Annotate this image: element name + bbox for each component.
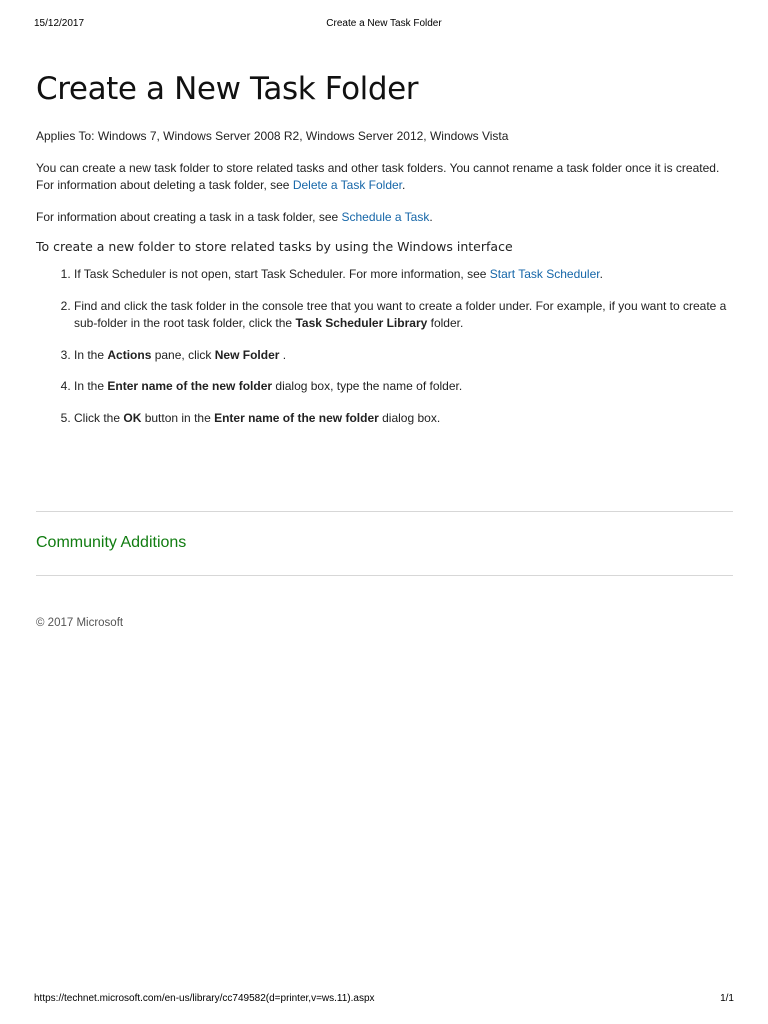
step-5 [74,410,733,428]
divider [36,511,733,512]
step-bold: Enter name of the new folder [107,379,273,393]
step-end: dialog box. [378,410,441,425]
step-mid: button in the [141,410,215,425]
step-end: dialog box, type the name of folder. [272,379,463,393]
step-4 [74,378,733,396]
step-bold: Enter name of the new folder [214,410,379,425]
step-end: folder. [427,316,464,330]
print-url: https://technet.microsoft.com/en-us/library/cc749582(d=printer,v=ws.11).aspx [34,993,375,1004]
step-3 [74,347,733,365]
step-text: If Task Scheduler is not open, start Task Scheduler. For more information, see [74,267,490,281]
print-footer [0,993,768,1007]
delete-task-folder-link[interactable]: Delete a Task Folder [292,178,402,192]
procedure-heading: To create a new folder to store related tasks by using the Windows interface [36,239,513,254]
divider [36,575,733,576]
intro-text: You can create a new task folder to store related tasks and other task folders. You cannot rename a task folder once it is created. For information about deleting a task folder, see [36,161,720,192]
step-pre: Click the [74,410,124,425]
article [36,66,733,441]
info-paragraph [36,209,733,226]
print-date: 15/12/2017 [34,18,85,29]
print-header [0,18,768,32]
schedule-a-task-link[interactable]: Schedule a Task [341,210,430,224]
applies-to: Applies To: Windows 7, Windows Server 2008 R2, Windows Server 2012, Windows Vista [36,129,509,143]
copyright: © 2017 Microsoft [36,617,124,629]
print-title: Create a New Task Folder [326,18,442,29]
step-text: Find and click the task folder in the console tree that you want to create a folder under. For example, if you want to create a sub-folder in the root task folder, click the [74,298,727,330]
step-1 [74,266,733,284]
community-additions-heading: Community Additions [36,534,187,551]
page-title: Create a New Task Folder [36,71,419,107]
step-end: . [279,347,287,362]
step-2 [74,298,733,333]
info-text: For information about creating a task in a task folder, see [36,210,342,224]
step-mid: pane, click [151,347,215,362]
step-bold: Task Scheduler Library [295,316,428,330]
step-pre: In the [74,379,108,393]
step-bold: OK [123,410,142,425]
intro-end: . [402,178,406,192]
step-end: . [599,267,603,281]
step-bold: Actions [107,347,152,362]
start-task-scheduler-link[interactable]: Start Task Scheduler [489,267,600,281]
page-number: 1/1 [720,993,734,1004]
intro-paragraph [36,160,733,194]
step-pre: In the [74,347,108,362]
info-end: . [429,210,433,224]
step-bold: New Folder [214,347,280,362]
procedure-steps [36,266,733,427]
